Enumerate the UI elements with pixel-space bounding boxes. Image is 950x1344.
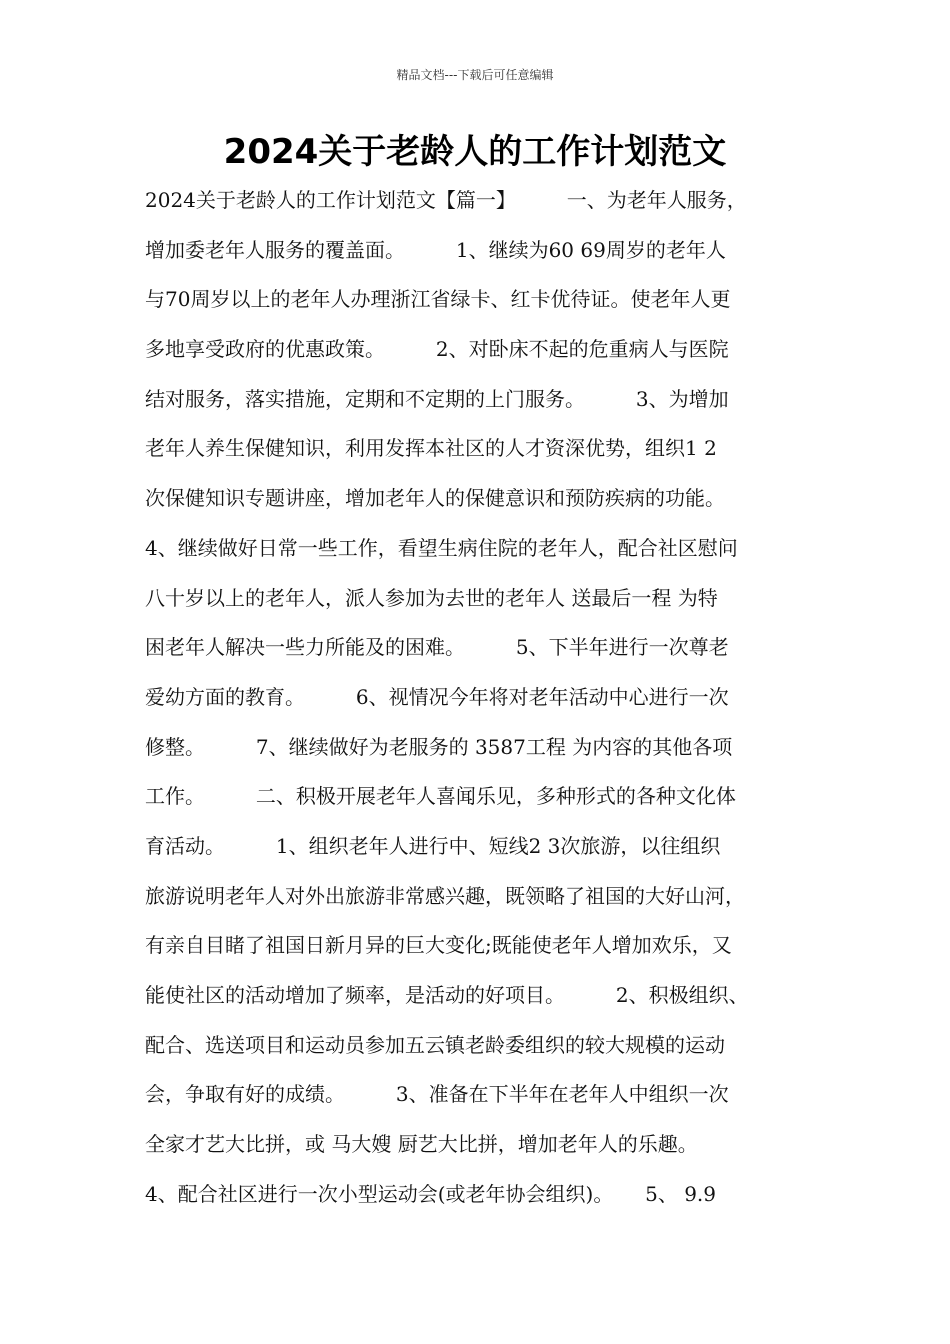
body-line: 老年人养生保健知识，利用发挥本社区的人才资深优势，组织1 2 — [145, 436, 717, 461]
body-line: 2024关于老龄人的工作计划范文【篇一】 一、为老年人服务， — [145, 188, 747, 212]
body-line: 困老年人解决一些力所能及的困难。 5、下半年进行一次尊老 — [145, 635, 729, 660]
body-line: 旅游说明老年人对外出旅游非常感兴趣，既领略了祖国的大好山河， — [145, 883, 745, 908]
body-line: 能使社区的活动增加了频率，是活动的好项目。 2、积极组织、 — [145, 983, 749, 1007]
body-line: 八十岁以上的老年人，派人参加为去世的老年人 送最后一程 为特 — [145, 585, 718, 610]
body-line: 有亲自目睹了祖国日新月异的巨大变化;既能使老年人增加欢乐，又 — [145, 933, 732, 958]
body-line: 与70周岁以上的老年人办理浙江省绿卡、红卡优待证。使老年人更 — [145, 287, 731, 312]
document-body — [145, 176, 825, 1219]
body-line: 工作。 二、积极开展老年人喜闻乐见，多种形式的各种文化体 — [145, 784, 736, 809]
body-line: 配合、选送项目和运动员参加五云镇老龄委组织的较大规模的运动 — [145, 1032, 725, 1057]
body-line: 4、继续做好日常一些工作，看望生病住院的老年人，配合社区慰问 — [145, 535, 738, 560]
header-note: 精品文档---下载后可任意编辑 — [396, 68, 554, 82]
document-title: 2024关于老龄人的工作计划范文 — [223, 132, 727, 172]
body-line: 育活动。 1、组织老年人进行中、短线2 3次旅游，以往组织 — [145, 833, 721, 858]
body-line: 多地享受政府的优惠政策。 2、对卧床不起的危重病人与医院 — [145, 337, 729, 362]
body-line: 爱幼方面的教育。 6、视情况今年将对老年活动中心进行一次 — [145, 684, 729, 709]
body-line: 增加委老年人服务的覆盖面。 1、继续为60 69周岁的老年人 — [145, 237, 726, 262]
body-line: 会，争取有好的成绩。 3、准备在下半年在老年人中组织一次 — [145, 1082, 729, 1107]
body-line: 次保健知识专题讲座，增加老年人的保健意识和预防疾病的功能。 — [145, 486, 725, 511]
body-line: 修整。 7、继续做好为老服务的 3587工程 为内容的其他各项 — [145, 734, 733, 759]
body-line: 全家才艺大比拼，或 马大嫂 厨艺大比拼，增加老年人的乐趣。 — [145, 1132, 698, 1157]
body-line: 4、配合社区进行一次小型运动会(或老年协会组织)。 5、 9.9 — [145, 1181, 717, 1206]
body-line: 结对服务，落实措施，定期和不定期的上门服务。 3、为增加 — [145, 386, 729, 411]
